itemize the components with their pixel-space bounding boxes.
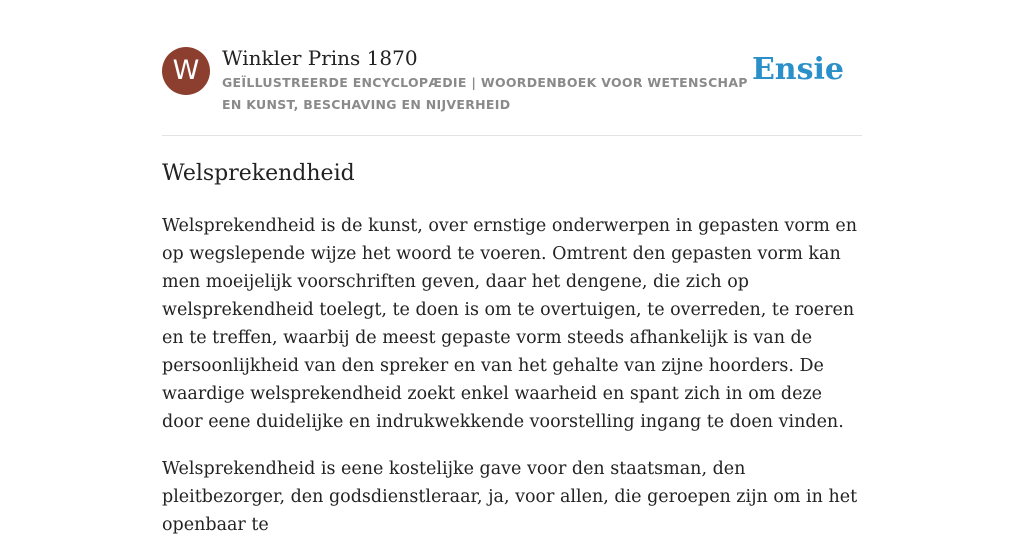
source-subtitle: GEÏLLUSTREERDE ENCYCLOPÆDIE | WOORDENBOEK VOOR WETENSCHAP EN KUNST, BESCHAVING EN NIJVERHEID bbox=[222, 75, 748, 112]
source-header bbox=[162, 46, 862, 136]
article-paragraph: Welsprekendheid is eene kostelijke gave voor den staatsman, den pleitbezorger, den godsdienstleraar, ja, voor allen, die geroepen zijn om in het openbaar te bbox=[162, 459, 858, 535]
header-divider bbox=[162, 135, 862, 136]
avatar[interactable]: W bbox=[162, 47, 210, 95]
brand-logo-link[interactable]: Ensie bbox=[751, 52, 844, 87]
article-body bbox=[162, 212, 867, 558]
source-title[interactable]: Winkler Prins 1870 bbox=[222, 46, 418, 70]
article-paragraph: Welsprekendheid is de kunst, over ernstige onderwerpen in gepasten vorm en op wegslepende wijze het woord te voeren. Omtrent den gepasten vorm kan men moeijelijk voorschriften geven, daar het dengene, die zich op welsprekendheid toelegt, te doen is om te overtuigen, te overreden, te roeren en te treffen, waarbij de meest gepaste vorm steeds afhankelijk is van de persoonlijkheid van den spreker en van het gehalte van zijne hoorders. De waardige welsprekendheid zoekt enkel waarheid en spant zich in om deze door eene duidelijke en indrukwekkende voorstelling ingang te doen vinden. bbox=[162, 216, 858, 432]
article-title: Welsprekendheid bbox=[162, 161, 355, 186]
